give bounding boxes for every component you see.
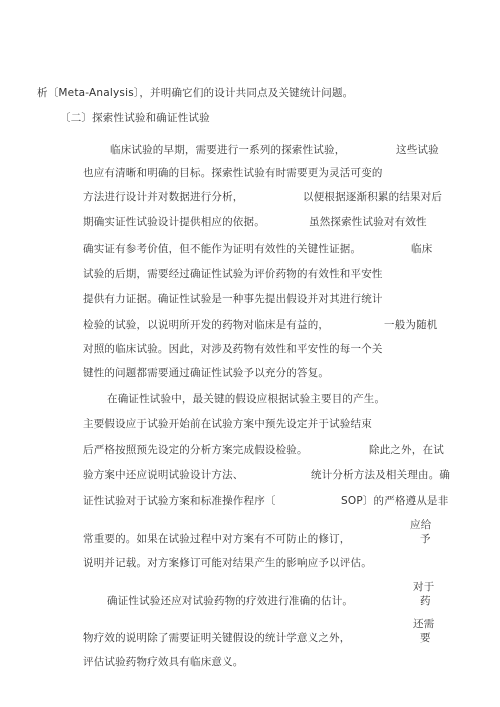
text-line-tail: 以便根据逐渐积累的结果对后 [303, 191, 443, 203]
text-line-tail: 要 [420, 632, 431, 644]
text-line: 评估试验药物疗效具有临床意义。 [83, 656, 244, 668]
text-line: 检验的试验，以说明所开发的药物对临床是有益的， [83, 319, 330, 331]
text-line: 试验的后期，需要经过确证性试验为评价药物的有效性和平安性 [83, 268, 383, 280]
text-line: 在确证性试验中，最关键的假设应根据试验主要目的产生。 [107, 393, 386, 405]
text-line-tail: 一般为随机 [384, 319, 438, 331]
text-line: 验方案中还应说明试验设计方法、 [83, 469, 244, 481]
text-line: 析〔Meta-Analysis〕，并明确它们的设计共同点及关键统计问题。 [37, 87, 354, 99]
text-line: 确证性试验还应对试验药物的疗效进行准确的估计。 [107, 595, 354, 607]
text-line-tail: 对于 [413, 581, 435, 593]
text-line-tail: 予 [420, 533, 431, 545]
text-line-tail: 这些试验 [396, 144, 439, 156]
text-line-tail: 还需 [413, 618, 435, 630]
text-line: 常重要的。如果在试验过程中对方案有不可防止的修订， [83, 533, 351, 545]
text-line: 提供有力证据。确证性试验是一种事先提出假设并对其进行统计 [83, 293, 383, 305]
text-line: 物疗效的说明除了需要证明关键假设的统计学意义之外， [83, 632, 351, 644]
text-line: 证性试验对于试验方案和标准操作程序〔 [83, 495, 276, 507]
section-heading: 〔二〕探索性试验和确证性试验 [60, 112, 210, 124]
text-line: 确实证有参考价值，但不能作为证明有效性的关键性证据。 [83, 243, 362, 255]
text-line: 也应有清晰和明确的目标。探索性试验有时需要更为灵活可变的 [83, 167, 383, 179]
text-line: 说明并记载。对方案修订可能对结果产生的影响应予以评估。 [83, 557, 372, 569]
text-line: 期确实证性试验设计提供相应的依据。 [83, 216, 265, 228]
text-line: 对照的临床试验。因此，对涉及药物有效性和平安性的每一个关 [83, 343, 383, 355]
text-line: 方法进行设计并对数据进行分析， [83, 191, 244, 203]
text-line-tail: SOP〕的严格遵从是非 [341, 495, 449, 507]
text-line: 键性的问题都需要通过确证性试验予以充分的答复。 [83, 367, 330, 379]
text-line-tail: 应给 [410, 519, 432, 531]
text-line-tail: 统计分析方法及相关理由。确 [311, 469, 451, 481]
text-line: 主要假设应于试验开始前在试验方案中预先设定并于试验结束 [83, 418, 372, 430]
text-line: 后严格按照预先设定的分析方案完成假设检验。 [83, 444, 308, 456]
text-line: 临床试验的早期，需要进行一系列的探索性试验， [110, 144, 346, 156]
text-line-tail: 除此之外，在试 [369, 444, 444, 456]
text-line-tail: 临床 [411, 243, 433, 255]
text-line-tail: 虽然探索性试验对有效性 [309, 216, 427, 228]
text-line-tail: 药 [420, 595, 431, 607]
